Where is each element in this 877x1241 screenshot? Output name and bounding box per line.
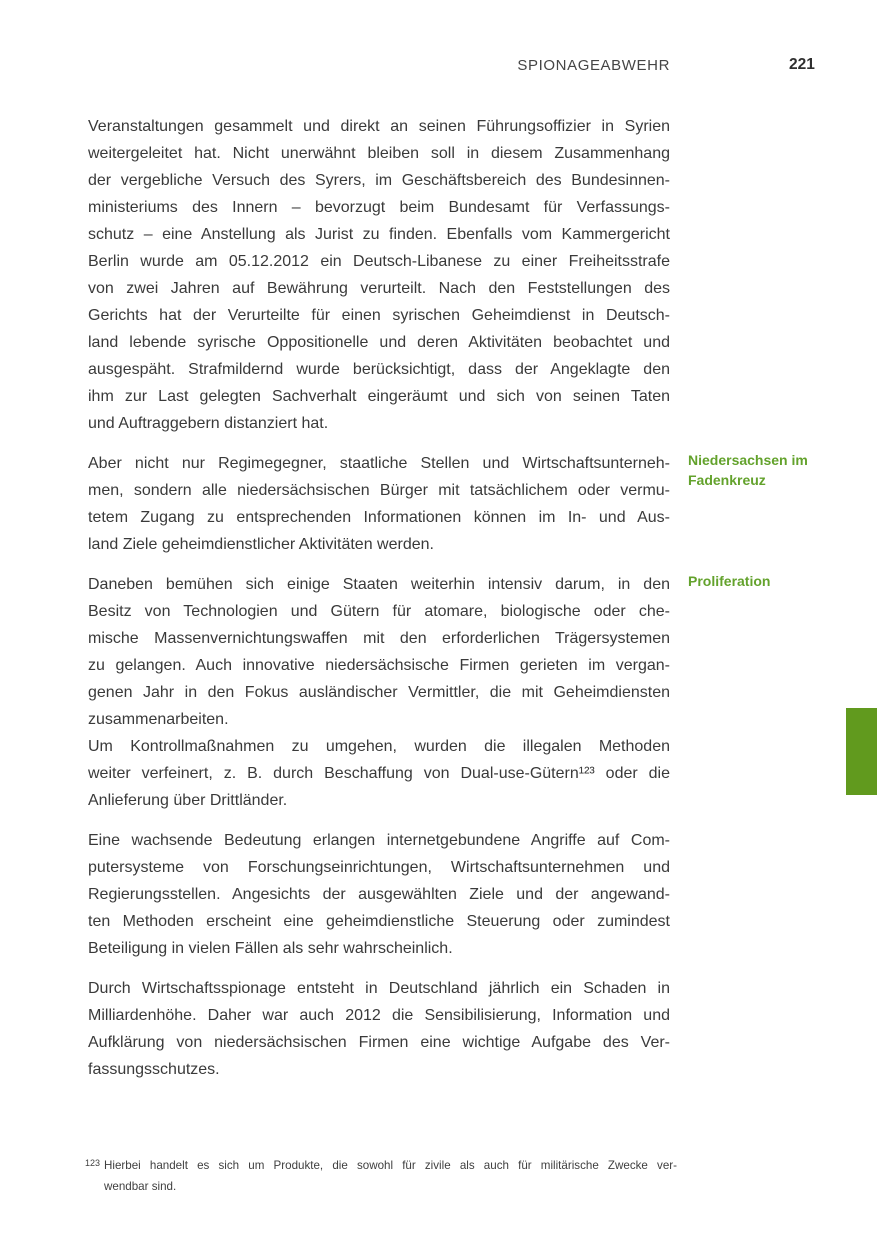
body-text: [88, 113, 808, 1083]
footnote-line: wendbar sind.: [104, 1180, 177, 1193]
page-number: 221: [789, 56, 815, 73]
footnote-text: [104, 1155, 677, 1197]
body-line: Aber nicht nur Regimegegner, staatliche Stellen und Wirtschaftsunterneh-: [88, 455, 670, 472]
paragraph: [88, 450, 808, 558]
body-line: ten Methoden erscheint eine geheimdienstliche Steuerung oder zumindest: [88, 913, 670, 930]
margin-note: Proliferation: [688, 573, 771, 589]
body-line: Milliardenhöhe. Daher war auch 2012 die Sensibilisierung, Information und: [88, 1007, 670, 1024]
body-line: land lebende syrische Oppositionelle und deren Aktivitäten beobachtet und: [88, 334, 670, 351]
body-line: land Ziele geheimdienstlicher Aktivitäten werden.: [88, 536, 434, 553]
body-line: zu gelangen. Auch innovative niedersächsische Firmen gerieten im vergan-: [88, 657, 670, 674]
body-line: Regierungsstellen. Angesichts der ausgewählten Ziele und der angewand-: [88, 886, 670, 903]
paragraph: [88, 975, 670, 1083]
body-line: Besitz von Technologien und Gütern für atomare, biologische oder che-: [88, 603, 670, 620]
body-line: ministeriums des Innern – bevorzugt beim Bundesamt für Verfassungs-: [88, 199, 670, 216]
footnote-marker: 123: [85, 1158, 101, 1168]
paragraph: [88, 571, 771, 733]
body-line: Beteiligung in vielen Fällen als sehr wahrscheinlich.: [88, 940, 453, 957]
body-line: Berlin wurde am 05.12.2012 ein Deutsch-Libanese zu einer Freiheitsstrafe: [88, 253, 670, 270]
footnote: [85, 1155, 677, 1197]
body-line: tetem Zugang zu entsprechenden Informationen können im In- und Aus-: [88, 509, 670, 526]
body-line: Aufklärung von niedersächsischen Firmen eine wichtige Aufgabe des Ver-: [88, 1034, 670, 1051]
body-line: Daneben bemühen sich einige Staaten weiterhin intensiv darum, in den: [88, 576, 670, 593]
body-line: weiter verfeinert, z. B. durch Beschaffung von Dual-use-Gütern¹²³ oder die: [88, 765, 670, 782]
paragraph: [88, 827, 670, 962]
footnote-line: Hierbei handelt es sich um Produkte, die sowohl für zivile als auch für militärische Zwecke ver-: [104, 1159, 677, 1172]
body-line: Durch Wirtschaftsspionage entsteht in Deutschland jährlich ein Schaden in: [88, 980, 670, 997]
margin-note: Niedersachsen im Fadenkreuz: [688, 452, 808, 488]
body-line: fassungsschutzes.: [88, 1061, 220, 1078]
body-line: der vergebliche Versuch des Syrers, im Geschäftsbereich des Bundesinnen-: [88, 172, 670, 189]
body-line: zusammenarbeiten.: [88, 711, 229, 728]
body-line: Um Kontrollmaßnahmen zu umgehen, wurden die illegalen Methoden: [88, 738, 670, 755]
body-line: schutz – eine Anstellung als Jurist zu finden. Ebenfalls vom Kammergericht: [88, 226, 670, 243]
chapter-edge-tab: [846, 708, 877, 795]
body-line: Veranstaltungen gesammelt und direkt an seinen Führungsoffizier in Syrien: [88, 118, 670, 135]
body-line: Gerichts hat der Verurteilte für einen syrischen Geheimdienst in Deutsch-: [88, 307, 670, 324]
paragraph: [88, 733, 670, 814]
body-line: putersysteme von Forschungseinrichtungen, Wirtschaftsunternehmen und: [88, 859, 670, 876]
body-line: men, sondern alle niedersächsischen Bürger mit tatsächlichem oder vermu-: [88, 482, 670, 499]
body-line: weitergeleitet hat. Nicht unerwähnt bleiben soll in diesem Zusammenhang: [88, 145, 670, 162]
body-line: mische Massenvernichtungswaffen mit den erforderlichen Trägersystemen: [88, 630, 670, 647]
body-line: Anlieferung über Drittländer.: [88, 792, 288, 809]
body-line: von zwei Jahren auf Bewährung verurteilt. Nach den Feststellungen des: [88, 280, 670, 297]
paragraph: [88, 113, 670, 437]
body-line: ihm zur Last gelegten Sachverhalt eingeräumt und sich von seinen Taten: [88, 388, 670, 405]
body-line: ausgespäht. Strafmildernd wurde berücksichtigt, dass der Angeklagte den: [88, 361, 670, 378]
running-head: SPIONAGEABWEHR: [517, 57, 670, 74]
body-line: genen Jahr in den Fokus ausländischer Vermittler, die mit Geheimdiensten: [88, 684, 670, 701]
body-line: Eine wachsende Bedeutung erlangen internetgebundene Angriffe auf Com-: [88, 832, 670, 849]
body-line: und Auftraggebern distanziert hat.: [88, 415, 329, 432]
